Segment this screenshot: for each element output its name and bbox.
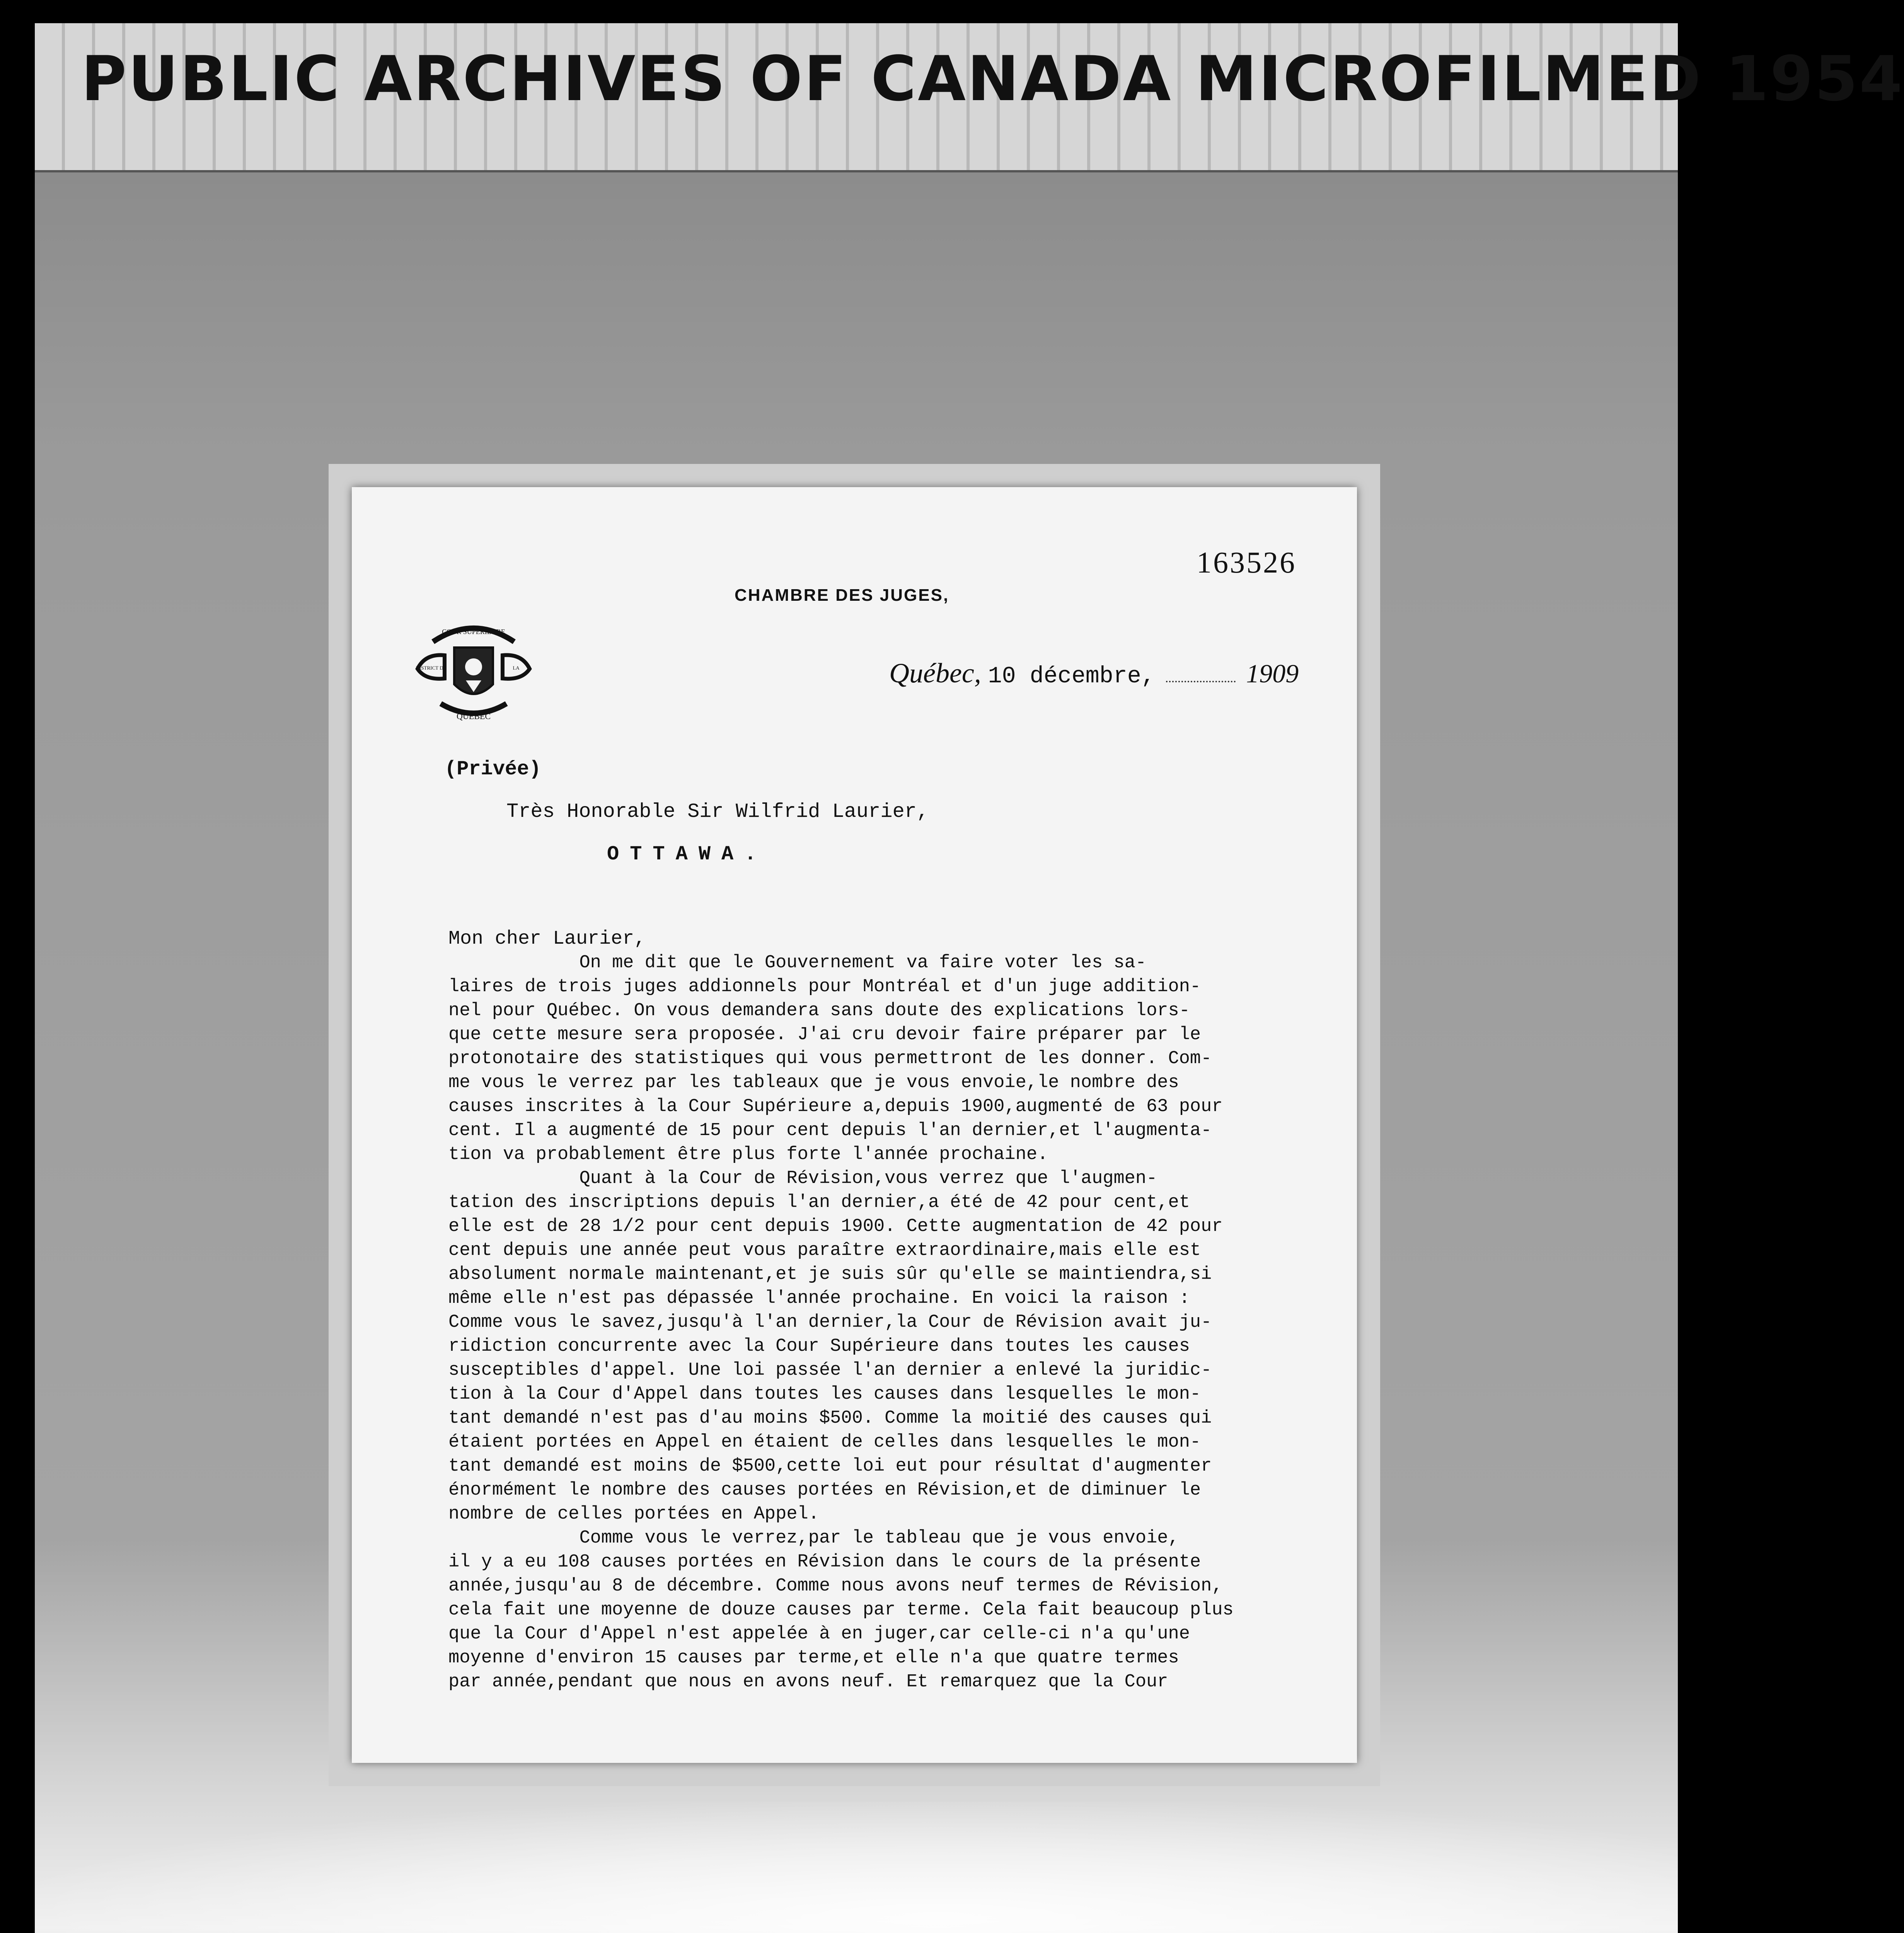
- body-line: que la Cour d'Appel n'est appelée à en juger,car celle-ci n'a qu'une: [448, 1624, 1190, 1644]
- crest-motto-left: DISTRICT DE: [416, 665, 447, 671]
- court-crest-icon: [410, 611, 537, 723]
- body-line: Quant à la Cour de Révision,vous verrez que l'augmen-: [448, 1168, 1157, 1189]
- crest-motto-top: COUR SUPÉRIEURE: [442, 628, 505, 636]
- crest-motto-bottom: QUÉBEC: [457, 711, 491, 721]
- body-line: elle est de 28 1/2 pour cent depuis 1900. Cette augmentation de 42 pour: [448, 1216, 1223, 1237]
- body-line: Comme vous le savez,jusqu'à l'an dernier,la Cour de Révision avait ju-: [448, 1312, 1212, 1333]
- privacy-mark: (Privée): [445, 758, 541, 781]
- microfilm-frame: [35, 23, 1904, 1933]
- document-number: 163526: [1197, 545, 1296, 579]
- date-day: 10 décembre,: [988, 663, 1155, 690]
- archive-banner: [35, 23, 1904, 172]
- body-line: tation des inscriptions depuis l'an dernier,a été de 42 pour cent,et: [448, 1192, 1190, 1213]
- archive-banner-text: PUBLIC ARCHIVES OF CANADA MICROFILMED 1954: [81, 43, 1904, 115]
- body-line: absolument normale maintenant,et je suis sûr qu'elle se maintiendra,si: [448, 1264, 1212, 1285]
- body-line: tion va probablement être plus forte l'année prochaine.: [448, 1144, 1048, 1165]
- body-line: tant demandé est moins de $500,cette loi eut pour résultat d'augmenter: [448, 1456, 1212, 1476]
- body-line: par année,pendant que nous en avons neuf. Et remarquez que la Cour: [448, 1672, 1168, 1692]
- date-year: 1909: [1246, 659, 1299, 688]
- crest-motto-right: LA: [513, 665, 520, 671]
- body-line: ridiction concurrente avec la Cour Supérieure dans toutes les causes: [448, 1336, 1190, 1357]
- body-line: cela fait une moyenne de douze causes par terme. Cela fait beaucoup plus: [448, 1600, 1234, 1620]
- body-line: protonotaire des statistiques qui vous permettront de les donner. Com-: [448, 1048, 1212, 1069]
- body-line: étaient portées en Appel en étaient de celles dans lesquelles le mon-: [448, 1432, 1201, 1452]
- date-rule: [1166, 681, 1236, 682]
- body-line: cent. Il a augmenté de 15 pour cent depuis l'an dernier,et l'augmenta-: [448, 1120, 1212, 1141]
- body-line: tant demandé n'est pas d'au moins $500. Comme la moitié des causes qui: [448, 1408, 1212, 1428]
- recipient-city: OTTAWA.: [607, 843, 767, 866]
- letter-body: [448, 951, 1349, 1694]
- body-line: causes inscrites à la Cour Supérieure a,depuis 1900,augmenté de 63 pour: [448, 1096, 1223, 1117]
- recipient-name: Très Honorable Sir Wilfrid Laurier,: [506, 800, 929, 823]
- body-line: tion à la Cour d'Appel dans toutes les causes dans lesquelles le mon-: [448, 1384, 1201, 1405]
- body-line: laires de trois juges addionnels pour Montréal et d'un juge addition-: [448, 977, 1201, 997]
- body-line: On me dit que le Gouvernement va faire voter les sa-: [448, 953, 1147, 973]
- salutation: Mon cher Laurier,: [448, 928, 646, 950]
- body-line: moyenne d'environ 15 causes par terme,et elle n'a que quatre termes: [448, 1648, 1179, 1668]
- letterhead-title: CHAMBRE DES JUGES,: [735, 586, 949, 605]
- body-line: nel pour Québec. On vous demandera sans doute des explications lors-: [448, 1001, 1190, 1021]
- date-place: Québec,: [889, 658, 981, 689]
- body-line: susceptibles d'appel. Une loi passée l'an dernier a enlevé la juridic-: [448, 1360, 1212, 1381]
- letter-page: [352, 487, 1357, 1763]
- body-line: nombre de celles portées en Appel.: [448, 1504, 819, 1524]
- body-line: même elle n'est pas dépassée l'année prochaine. En voici la raison :: [448, 1288, 1190, 1309]
- body-line: énormément le nombre des causes portées en Révision,et de diminuer le: [448, 1480, 1201, 1500]
- body-line: que cette mesure sera proposée. J'ai cru devoir faire préparer par le: [448, 1024, 1201, 1045]
- body-line: année,jusqu'au 8 de décembre. Comme nous avons neuf termes de Révision,: [448, 1576, 1223, 1596]
- glare-overlay: [35, 1802, 1678, 1933]
- body-line: me vous le verrez par les tableaux que je vous envoie,le nombre des: [448, 1072, 1179, 1093]
- body-line: Comme vous le verrez,par le tableau que je vous envoie,: [448, 1528, 1179, 1548]
- body-line: cent depuis une année peut vous paraître extraordinaire,mais elle est: [448, 1240, 1201, 1261]
- body-line: il y a eu 108 causes portées en Révision dans le cours de la présente: [448, 1552, 1201, 1572]
- date-line: [889, 657, 1299, 690]
